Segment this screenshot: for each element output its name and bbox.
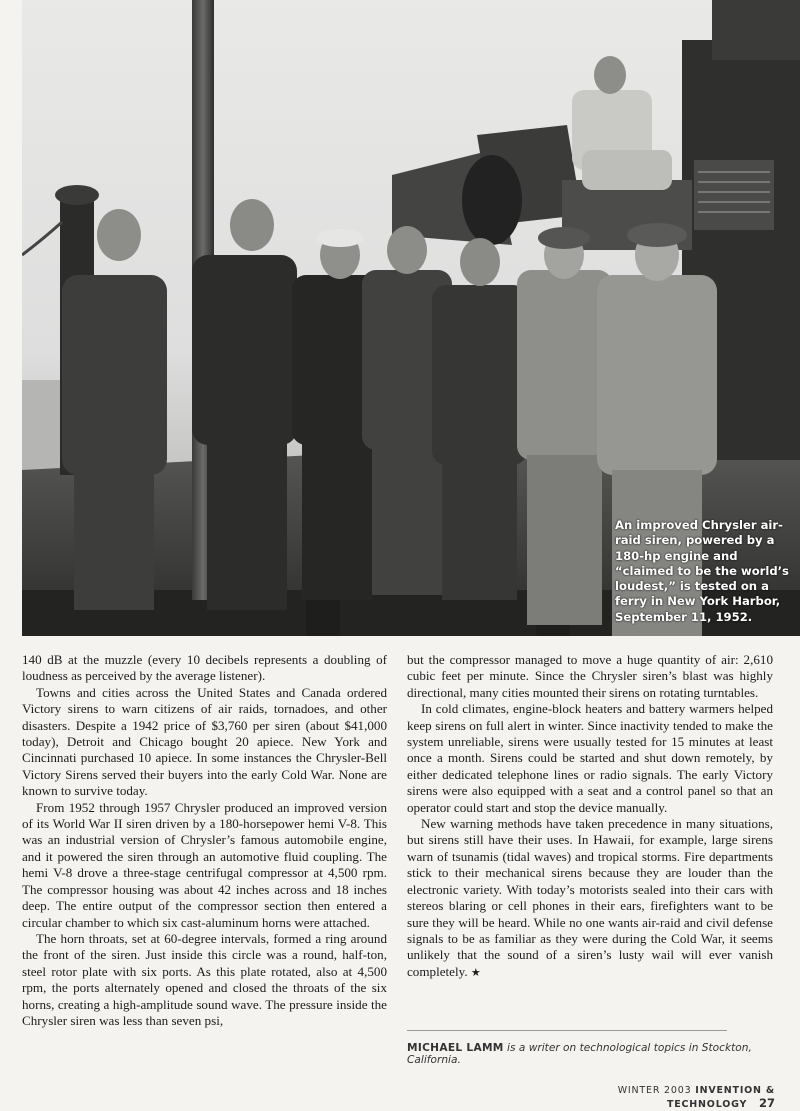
- article-photo: [22, 0, 800, 636]
- page-number: 27: [758, 1096, 775, 1110]
- issue-season: WINTER 2003: [617, 1085, 692, 1096]
- photo-caption: An improved Chrysler air-raid siren, powered by a 180-hp engine and “claimed to be the world’s loudest,” is tested on a ferry in New York Harbor, September 11, 1952.: [615, 518, 789, 624]
- paragraph-text: New warning methods have taken precedence in many situations, but sirens still have their uses. In Hawaii, for example, large sirens warn of tsunamis (tidal waves) and tropical storms. Fire departments stick to their mechanical sirens because they are louder than the electronic variety. With today’s motorists sealed into their cars with stereos blaring or cell phones in their ears, firefighters want to be sure they will be heard. While no one wants air-raid and civil defense signals to be as familiar as they were during the Cold War, it seems unlikely that the sound of a siren’s lusty wail will ever vanish completely.: [407, 816, 773, 979]
- bio-divider: [407, 1030, 727, 1031]
- paragraph: Towns and cities across the United States and Canada ordered Victory sirens to warn citizens of air raids, tornadoes, and other disasters. Despite a 1942 price of $3,760 per siren (about $41,000 today), Detroit and Chicago bought 20 apiece. New York and Cincinnati purchased 10 apiece. In some instances the Chrysler-Bell Victory Sirens served their buyers into the early Cold War. None are known to survive today.: [22, 684, 387, 799]
- author-bio: [407, 1042, 777, 1066]
- author-name: MICHAEL LAMM: [407, 1042, 504, 1054]
- magazine-name: INVENTION & TECHNOLOGY: [666, 1085, 775, 1110]
- end-mark-star-icon: ★: [470, 965, 481, 979]
- paragraph: but the compressor managed to move a huge quantity of air: 2,610 cubic feet per minute. Since the Chrysler siren’s blast was highly directional, many cities mounted their sirens on rotating turntables.: [407, 652, 773, 700]
- paragraph: The horn throats, set at 60-degree intervals, formed a ring around the front of the siren. Just inside this circle was a round, half-ton, steel rotor plate with six ports. As this plate rotated, also at 4,500 rpm, the ports alternately opened and closed the throats of the six horns, creating a high-amplitude sound wave. The pressure inside the Chrysler siren was less than seven psi,: [22, 930, 387, 1028]
- article-left-column: [22, 652, 387, 1029]
- paragraph: In cold climates, engine-block heaters and battery warmers helped keep sirens on full alert in winter. Since inactivity tended to make the system unreliable, sirens were usually tested for 15 minutes at least once a month. Sirens could be started and shut down remotely, by either dedicated telephone lines or radio signals. The early Victory sirens were also equipped with a seat and a control panel so that an operator could start and stop the device manually.: [407, 701, 773, 815]
- paragraph: From 1952 through 1957 Chrysler produced an improved version of its World War II siren driven by a 180-horsepower hemi V-8. This was an industrial version of Chrysler’s famous automobile engine, and it powered the siren through an automotive fluid coupling. The hemi V-8 drove a three-stage centrifugal compressor at 4,500 rpm. The compressor housing was about 42 inches across and 18 inches deep. The entire output of the compressor section then entered a circular chamber to which six cast-aluminum horns were attached.: [22, 799, 387, 930]
- page-footer: [540, 1085, 775, 1110]
- paragraph-final: [407, 816, 773, 981]
- paragraph: 140 dB at the muzzle (every 10 decibels represents a doubling of loudness as perceived by the average listener).: [22, 652, 387, 684]
- author-bio-text: is a writer on technological topics in Stockton, California.: [407, 1042, 752, 1066]
- article-right-column: [407, 652, 773, 981]
